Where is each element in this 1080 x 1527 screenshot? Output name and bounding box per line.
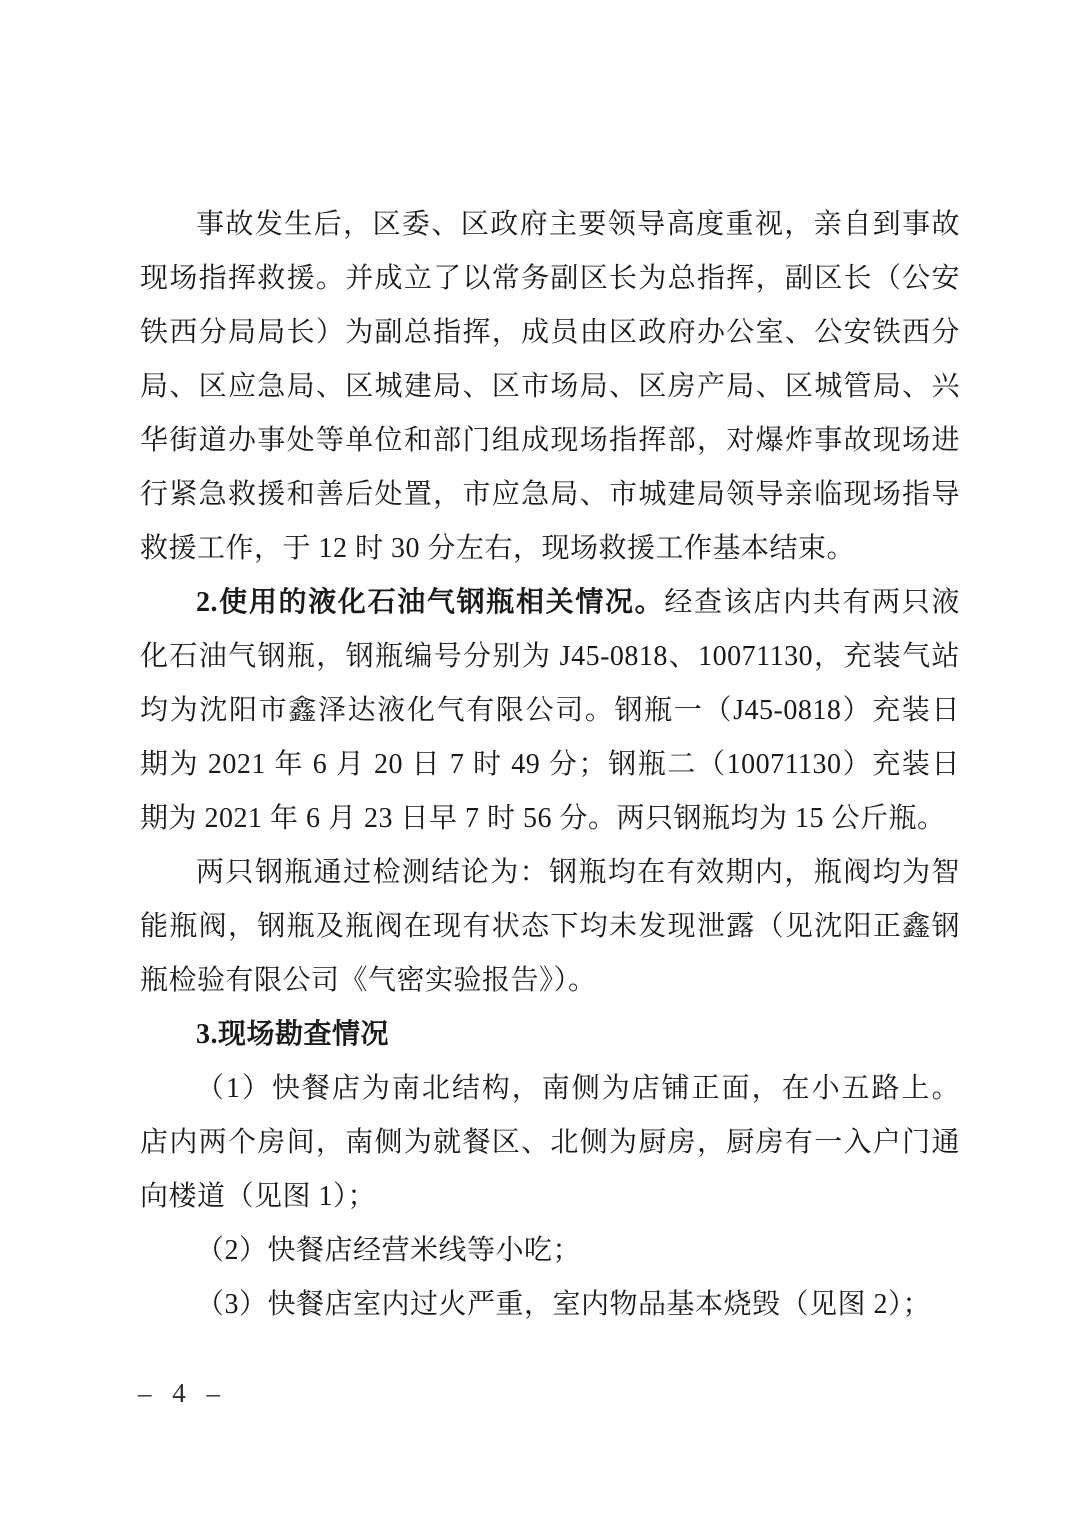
text-line bbox=[140, 360, 960, 414]
text-line bbox=[140, 1170, 960, 1224]
text-line bbox=[140, 1278, 960, 1332]
page-number: – 4 – bbox=[138, 1378, 227, 1408]
text-run: 均为沈阳市鑫泽达液化气有限公司。钢瓶一（J45-0818）充装日 bbox=[140, 695, 960, 726]
text-run: （1）快餐店为南北结构，南侧为店铺正面，在小五路上。 bbox=[196, 1073, 960, 1104]
text-run: 经查该店内共有两只液 bbox=[664, 587, 960, 618]
text-line bbox=[140, 900, 960, 954]
text-line bbox=[140, 522, 960, 576]
text-run: 局、区应急局、区城建局、区市场局、区房产局、区城管局、兴 bbox=[140, 371, 960, 402]
text-run: 期为 2021 年 6 月 23 日早 7 时 56 分。两只钢瓶均为 15 公斤瓶。 bbox=[140, 803, 946, 834]
text-run: 现场指挥救援。并成立了以常务副区长为总指挥，副区长（公安 bbox=[140, 263, 960, 294]
text-run: 行紧急救援和善后处置，市应急局、市城建局领导亲临现场指导 bbox=[140, 479, 960, 510]
text-line bbox=[140, 1224, 960, 1278]
text-run: 华街道办事处等单位和部门组成现场指挥部，对爆炸事故现场进 bbox=[140, 425, 960, 456]
text-line bbox=[140, 414, 960, 468]
text-line bbox=[140, 684, 960, 738]
text-line bbox=[140, 846, 960, 900]
text-run: 向楼道（见图 1）； bbox=[140, 1181, 377, 1212]
text-line bbox=[140, 1062, 960, 1116]
text-run: 能瓶阀，钢瓶及瓶阀在现有状态下均未发现泄露（见沈阳正鑫钢 bbox=[140, 911, 960, 942]
text-run: 期为 2021 年 6 月 20 日 7 时 49 分；钢瓶二（10071130）充装日 bbox=[140, 749, 960, 780]
text-line bbox=[140, 792, 960, 846]
bold-text-run: 3.现场勘查情况 bbox=[196, 1019, 390, 1050]
text-run: 救援工作，于 12 时 30 分左右，现场救援工作基本结束。 bbox=[140, 533, 856, 564]
text-line bbox=[140, 576, 960, 630]
text-line bbox=[140, 954, 960, 1008]
text-line bbox=[140, 738, 960, 792]
text-line bbox=[140, 468, 960, 522]
text-line bbox=[140, 630, 960, 684]
text-line bbox=[140, 252, 960, 306]
text-run: 事故发生后，区委、区政府主要领导高度重视，亲自到事故 bbox=[196, 209, 960, 240]
text-run: 化石油气钢瓶，钢瓶编号分别为 J45-0818、10071130，充装气站 bbox=[140, 641, 960, 672]
text-run: （2）快餐店经营米线等小吃； bbox=[196, 1235, 582, 1266]
text-run: 两只钢瓶通过检测结论为：钢瓶均在有效期内，瓶阀均为智 bbox=[196, 857, 960, 888]
text-run: （3）快餐店室内过火严重，室内物品基本烧毁（见图 2）； bbox=[196, 1289, 932, 1320]
document-body bbox=[140, 198, 960, 1332]
text-run: 铁西分局局长）为副总指挥，成员由区政府办公室、公安铁西分 bbox=[140, 317, 960, 348]
text-line bbox=[140, 198, 960, 252]
text-run: 店内两个房间，南侧为就餐区、北侧为厨房，厨房有一入户门通 bbox=[140, 1127, 960, 1158]
bold-text-run: 2.使用的液化石油气钢瓶相关情况。 bbox=[196, 587, 665, 618]
text-line bbox=[140, 306, 960, 360]
text-run: 瓶检验有限公司《气密实验报告》）。 bbox=[140, 965, 597, 996]
text-line bbox=[140, 1008, 960, 1062]
text-line bbox=[140, 1116, 960, 1170]
